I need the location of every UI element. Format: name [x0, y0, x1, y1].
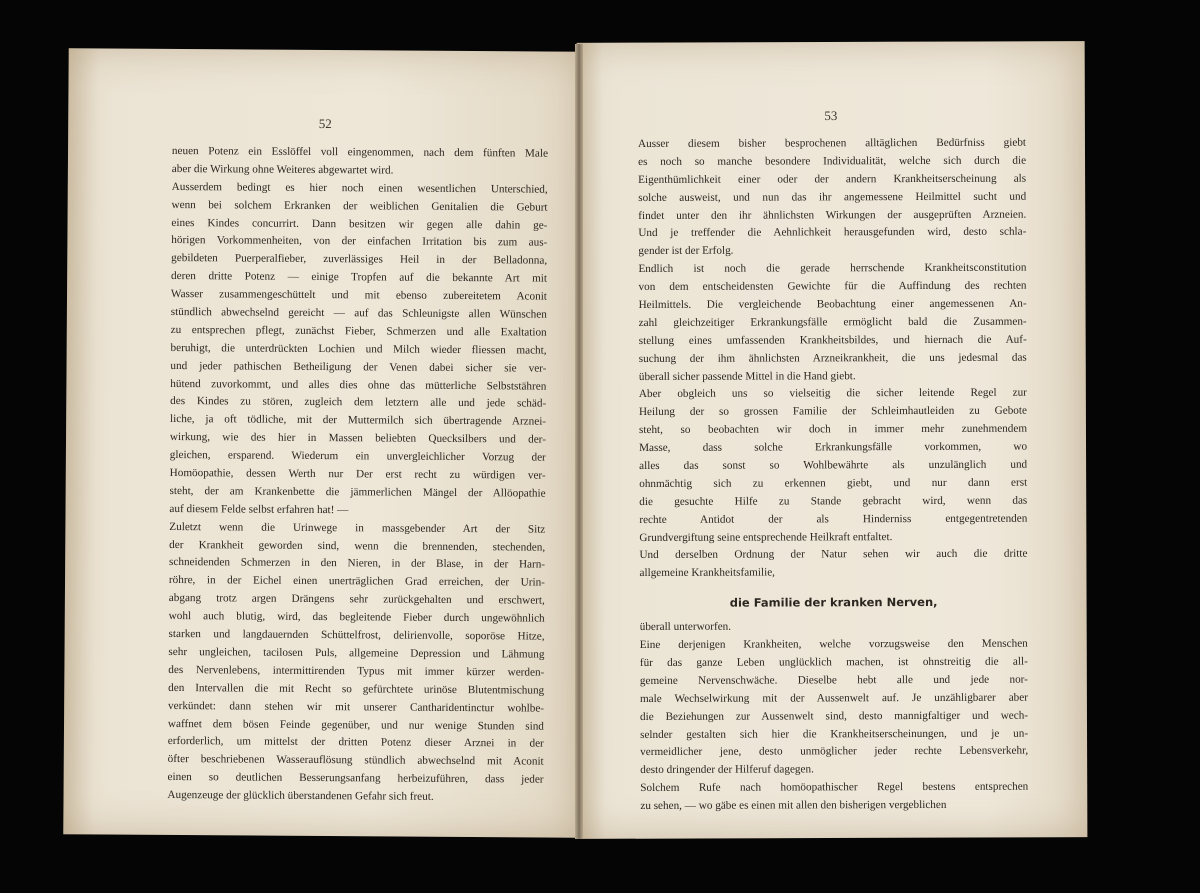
text-line: Homöopathie, dessen Werth nur Der erst recht zu würdigen ver- [169, 467, 546, 482]
text-line: hütend zuvorkommt, und alles dies ohne das mütterliche Selbststähren [170, 377, 547, 393]
text-line: erforderlich, um mittelst der dritten Potenz dieser Arznei in der [167, 735, 544, 751]
text-line: liche, ja oft tödliche, mit der Muttermilch sich übertragende Arznei- [170, 413, 547, 428]
text-line: stündlich abwechselnd gereicht — auf das Schleunigste allen Wünschen [170, 306, 547, 321]
text-line: wirkung, wie des hier in Massen beliebten Quecksilbers und der- [169, 431, 546, 446]
page-number-left: 52 [318, 115, 332, 132]
text-line: röhre, in der Eichel einen unerträglichen Grad erreichen, der Urin- [168, 574, 545, 589]
text-line: des Kindes zu stören, zugleich dem letztern alle und jede schäd- [170, 395, 547, 411]
text-line: die Beziehungen zur Aussenwelt sind, desto mannigfaltiger und wech- [640, 709, 1029, 723]
text-line: aber die Wirkung ohne Weiteres abgewartet wird. [171, 162, 394, 177]
text-line: Wasser zusammengeschüttelt und mit ebenso zubereitetem Aconit [170, 288, 547, 303]
text-line: schneidenden Schmerzen in den Nieren, in der Blase, in der Harn- [169, 556, 546, 572]
text-line: überall sicher passende Mittel in die Hand giebt. [638, 369, 856, 383]
text-line: allgemeine Krankheitsfamilie, [639, 566, 775, 580]
text-line: neuen Potenz ein Esslöffel voll eingenommen, nach dem fünften Male [171, 144, 548, 160]
text-line: stellung eines umfassenden Krankheitsbildes, und hiernach die Auf- [638, 333, 1027, 347]
text-line: des Nervenlebens, intermittirenden Typus mit immer kürzer werden- [168, 663, 545, 679]
text-line: beruhigt, die unterdrückten Lochien und Milch wieder fliessen macht, [170, 341, 547, 357]
text-line: auf diesem Felde selbst erfahren hat! — [169, 502, 349, 517]
text-line: steht, so beobachten wir doch in immer mehr zunehmendem [639, 422, 1028, 437]
text-line: es noch so manche besondere Individualität, welche sich durch die [638, 154, 1027, 168]
text-line: wohl auch blutig, wird, das begleitende Fieber durch ungewöhnlich [168, 610, 545, 625]
text-line: zu sehen, — wo gäbe es einen mit allen den bisherigen vergeblichen [640, 798, 947, 813]
right-page-paragraphs-bottom [640, 618, 1029, 816]
text-line: vermeidlicher jene, desto unmöglicher jeder rechte Lebensverkehr, [640, 745, 1029, 759]
text-line: steht, der am Krankenbette die jämmerlichen Mängel der Allöopathie [169, 484, 546, 500]
text-line: starken und langdauernden Schüttelfrost, delirienvolle, soporöse Hitze, [168, 628, 545, 643]
page-number-right: 53 [824, 107, 838, 124]
text-line: der Krankheit geworden sind, wenn die brennenden, stechenden, [169, 538, 546, 554]
text-line: findet unter den ihr ähnlichsten Wirkungen der ausgeprüften Arzneien. [638, 208, 1027, 222]
text-line: Ausserdem bedingt es hier noch einen wesentlichen Unterschied, [171, 180, 548, 196]
text-line: gemeine Nervenschwäche. Dieselbe hebt alle und jede nor- [639, 673, 1028, 687]
text-line: einen so deutlichen Besserungsanfang herbeizuführen, dass jeder [167, 771, 544, 786]
left-page-body [167, 143, 548, 808]
text-line: Eigenthümlichkeit einer oder der andern Krankheitserscheinung als [638, 172, 1027, 186]
text-line: sehr ungleichen, tacilosen Puls, allgemeine Depression und Lähmung [168, 645, 545, 661]
right-page-paragraphs-top [638, 135, 1028, 584]
text-line: zahl gleichzeitiger Erkrankungsfälle ermöglicht bald die Zusammen- [638, 315, 1027, 329]
text-line: von dem entscheidensten Gewichte für die Auffindung des rechten [638, 279, 1027, 294]
text-line: öfter beschriebenen Wasserauflösung stündlich abwechselnd mit Aconit [167, 753, 544, 768]
text-line: selnder gestalten sich hier die Krankheitserscheinungen, und je un- [640, 727, 1029, 741]
text-line: überall unterworfen. [639, 620, 732, 634]
text-line: male Wechselwirkung mit der Aussenwelt auf. Je unzähligbarer aber [639, 691, 1028, 705]
text-line: abgang trotz argen Drängens sehr zurückgehalten und erschwert, [168, 592, 545, 607]
text-line: Heilmittels. Die vergleichende Beobachtung einer angemessenen An- [638, 297, 1027, 312]
text-line: ohnmächtig sich zu erkennen giebt, und nur dann erst [639, 476, 1028, 490]
text-line: den Intervallen die mit Recht so gefürchtete urinöse Blutentmischung [168, 681, 545, 697]
text-line: alles das sonst so Wohlbewährte als unzulänglich und [639, 458, 1028, 473]
text-line: zu entsprechen pflegt, zunächst Fieber, Schmerzen und alle Exaltation [170, 323, 547, 339]
text-line: Aber obgleich uns so vielseitig die sicher leitende Regel zur [638, 387, 1027, 401]
text-line: Ausser diesem bisher besprochenen alltäglichen Bedürfniss giebt [638, 136, 1027, 150]
text-line: Und derselben Ordnung der Natur sehen wir auch die dritte [639, 548, 1028, 562]
text-line: verkündet: dann stehen wir mit unserer Cantharidentinctur wohlbe- [168, 699, 545, 715]
book-spine [575, 44, 583, 839]
text-line: gebildeten Puerperalfieber, zuverlässiges Heil in der Belladonna, [171, 252, 548, 267]
section-heading: die Familie der kranken Nerven, [729, 595, 938, 610]
text-line: Augenzeuge der glücklich überstandenen Gefahr sich freut. [167, 789, 434, 803]
text-line: Masse, dass solche Erkrankungsfälle vorkommen, wo [639, 440, 1028, 455]
text-line: Grundvergiftung seine entsprechende Heilkraft entfaltet. [639, 530, 893, 544]
text-line: und jeder pathischen Betheiligung der Venen dabei sicher sie ver- [170, 359, 547, 375]
text-line: deren dritte Potenz — einige Tropfen auf die bekannte Art mit [171, 270, 548, 285]
text-line: Zuletzt wenn die Urinwege in massgebender Art der Sitz [169, 520, 546, 536]
text-line: waffnet dem bösen Feinde gegenüber, und nur wenige Stunden sind [167, 717, 544, 733]
text-line: hörigen Vorkommenheiten, von der einfachen Irritation bis zum aus- [171, 234, 548, 250]
text-line: eines Kindes concurrirt. Dann besitzen wir gegen alle dahin ge- [171, 216, 548, 232]
text-line: suchung der ihm ähnlichsten Arzneikrankheit, die uns jedesmal das [638, 351, 1027, 365]
text-line: für das ganze Leben unglücklich machen, ist ohnstreitig die all- [639, 655, 1028, 669]
text-line: Heilung der so grossen Familie der Schleimhautleiden zu Gebote [638, 405, 1027, 419]
text-line: solche ausweist, und nun das ihr angemessene Heilmittel sucht und [638, 190, 1027, 204]
text-line: die gesuchte Hilfe zu Stande gebracht wird, wenn das [639, 494, 1028, 508]
text-line: gender ist der Erfolg. [638, 245, 734, 258]
text-line: Und je treffender die Aehnlichkeit herausgefunden wird, desto schla- [638, 226, 1027, 240]
text-line: wenn bei solchem Erkranken der weiblichen Genitalien die Geburt [171, 198, 548, 214]
text-line: Eine derjenigen Krankheiten, welche vorzugsweise den Menschen [639, 637, 1028, 652]
text-line: rechte Antidot der als Hinderniss entgegentretenden [639, 512, 1028, 526]
text-line: gleichen, ersparend. Wiederum ein unvergleichlicher Vorzug der [169, 449, 546, 464]
text-line: Solchem Rufe nach homöopathischer Regel bestens entsprechen [640, 780, 1029, 795]
right-page-body [638, 135, 1028, 816]
text-line: desto dringender der Hilferuf dagegen. [640, 763, 814, 777]
text-line: Endlich ist noch die gerade herrschende Krankheitsconstitution [638, 261, 1027, 276]
